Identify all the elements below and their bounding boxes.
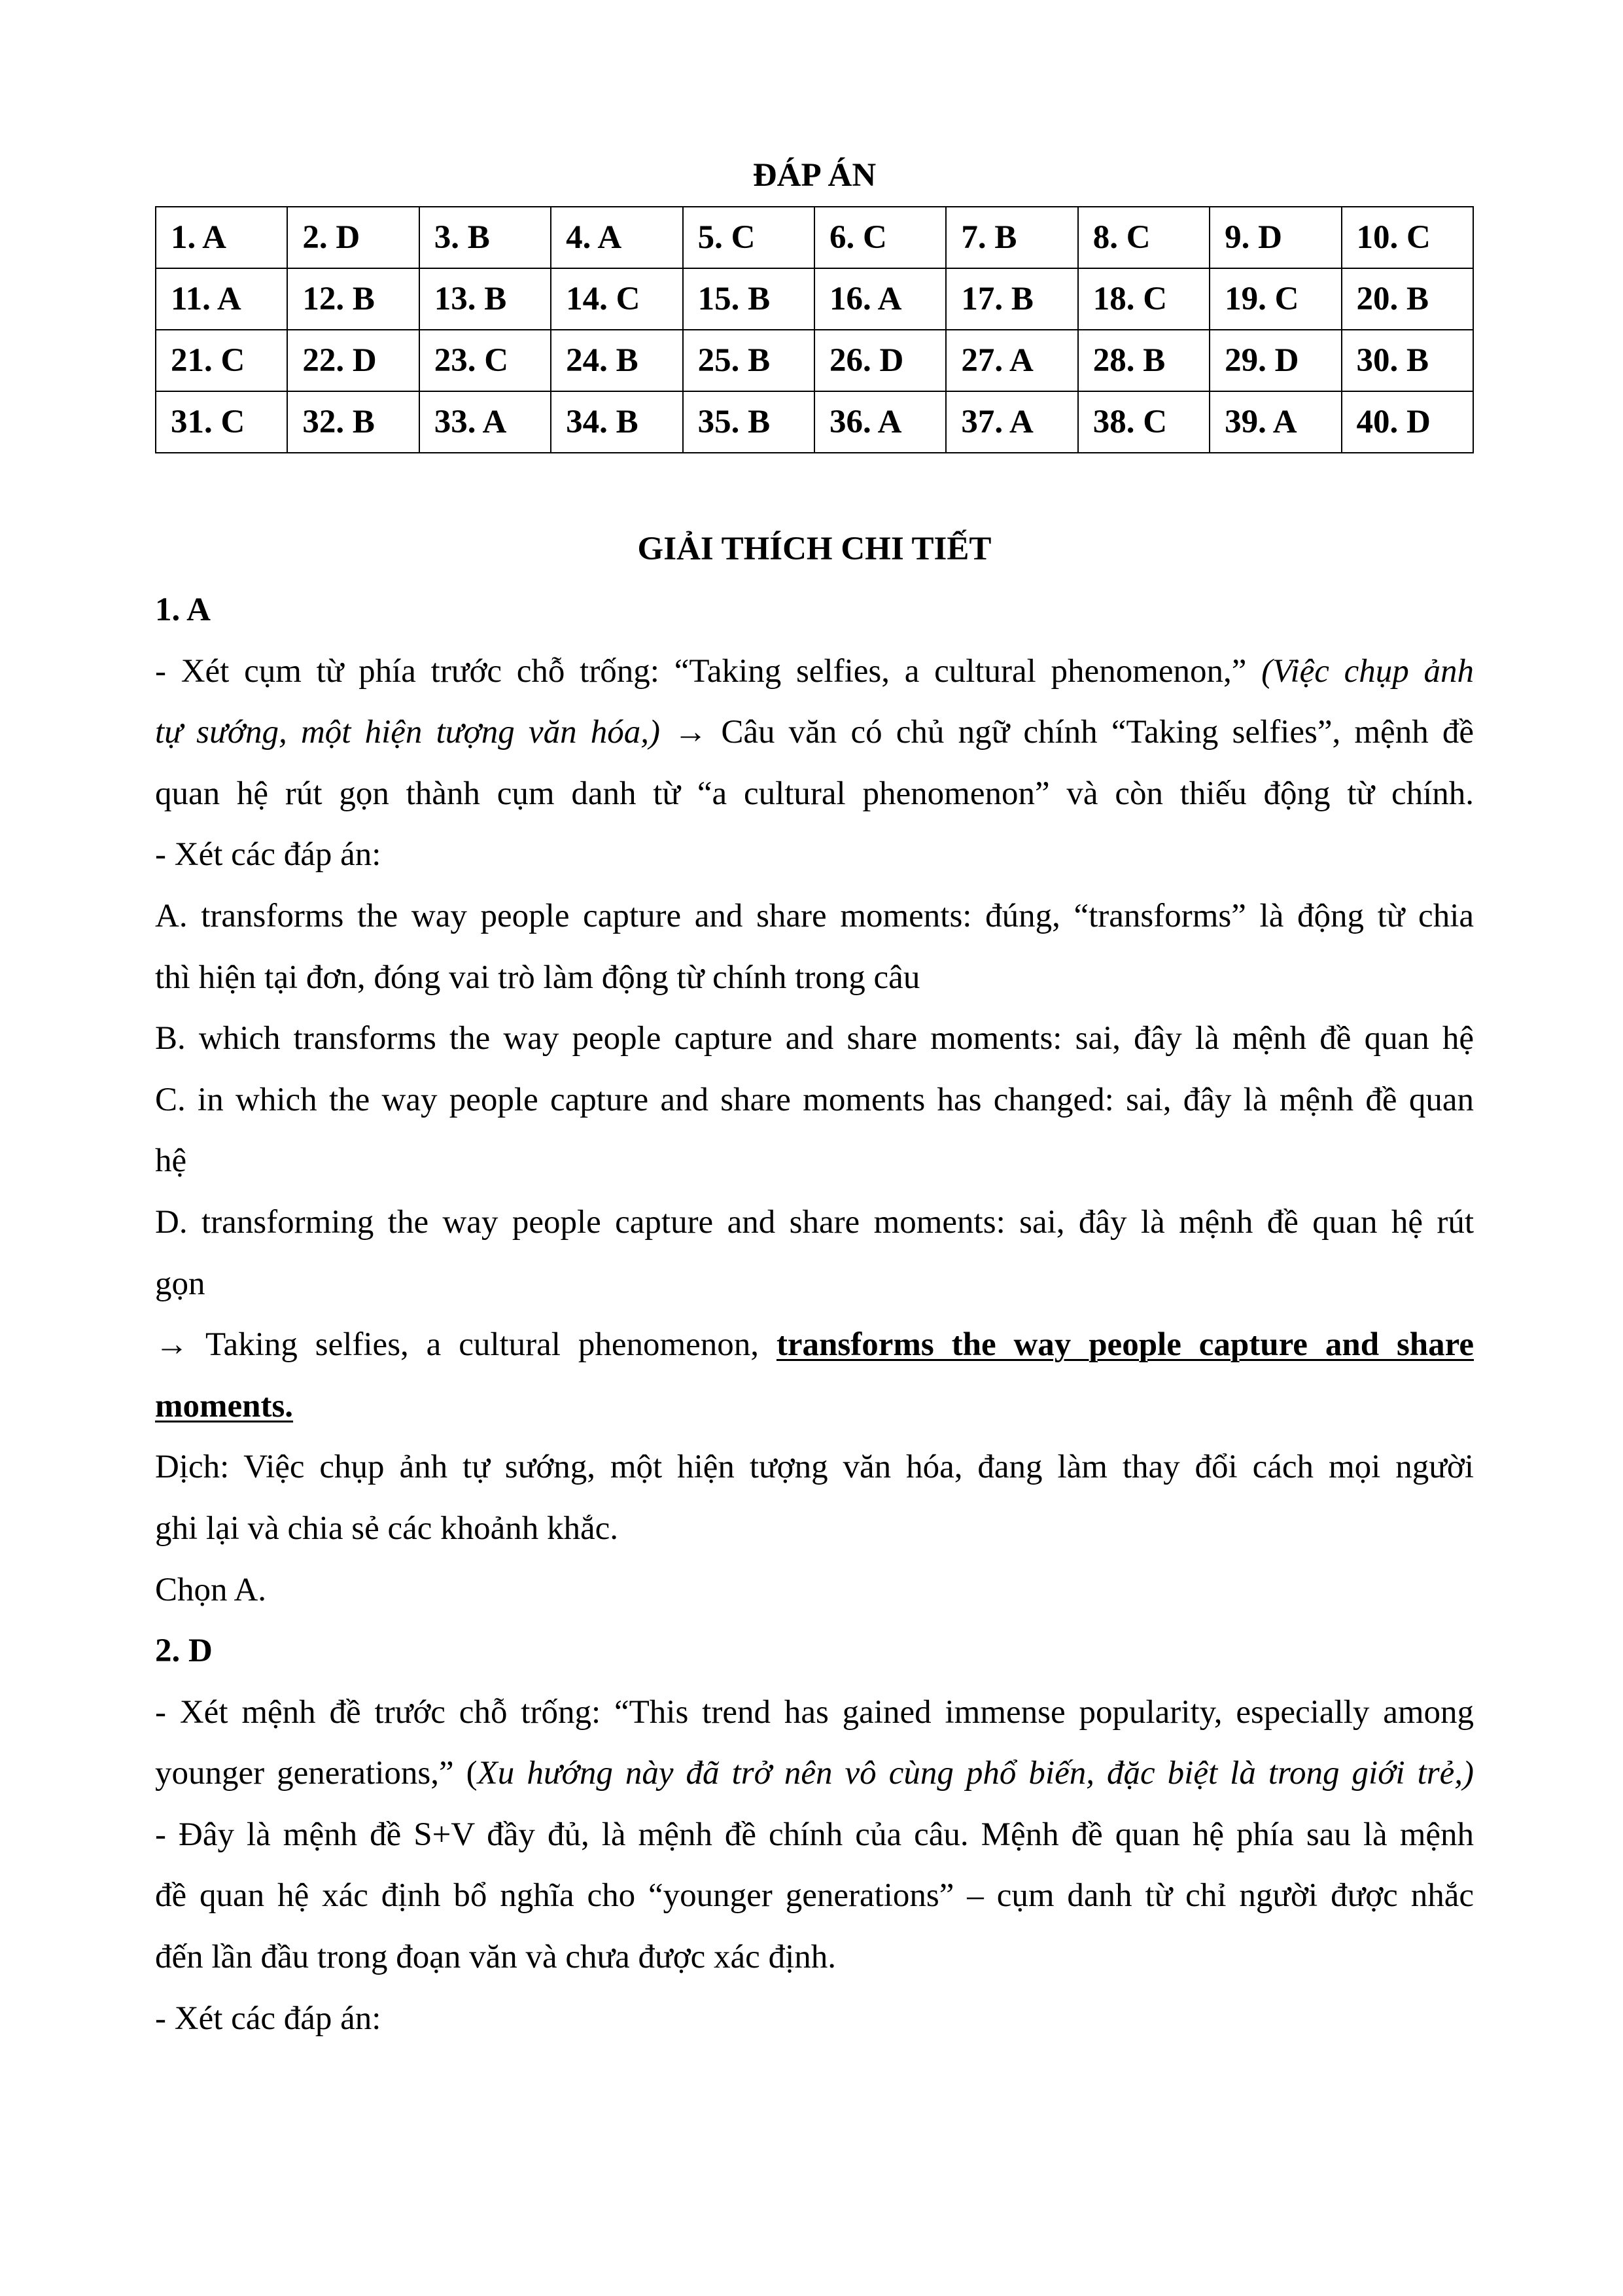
answer-cell: 39. A xyxy=(1210,391,1341,453)
answer-cell: 18. C xyxy=(1078,268,1210,330)
option-d-line: D. transforming the way people capture and share moments: sai, đây là mệnh đề quan hệ rút xyxy=(155,1203,1474,1241)
text-line: tự sướng, một hiện tượng văn hóa,) → Câu văn có chủ ngữ chính “Taking selfies”, mệnh đề xyxy=(155,714,1474,751)
answer-cell: 13. B xyxy=(419,268,551,330)
answer-cell: 15. B xyxy=(683,268,814,330)
answer-cell: 40. D xyxy=(1342,391,1473,453)
translation-line: ghi lại và chia sẻ các khoảnh khắc. xyxy=(155,1510,619,1547)
text-line: - Xét các đáp án: xyxy=(155,836,381,874)
answer-cell: 31. C xyxy=(156,391,287,453)
answer-cell: 4. A xyxy=(551,207,682,268)
text-line: - Xét mệnh đề trước chỗ trống: “This trend has gained immense popularity, especially among xyxy=(155,1693,1474,1731)
question-2-heading: 2. D xyxy=(155,1633,213,1670)
text-line: hệ xyxy=(155,1142,187,1180)
answer-cell: 1. A xyxy=(156,207,287,268)
text-line: quan hệ rút gọn thành cụm danh từ “a cultural phenomenon” và còn thiếu động từ chính. xyxy=(155,775,1474,812)
text-line: thì hiện tại đơn, đóng vai trò làm động từ chính trong câu xyxy=(155,959,920,996)
answer-cell: 17. B xyxy=(946,268,1077,330)
answer-cell: 29. D xyxy=(1210,330,1341,391)
explanation-title: GIẢI THÍCH CHI TIẾT xyxy=(637,531,992,567)
answer-cell: 16. A xyxy=(814,268,946,330)
text-line: đề quan hệ xác định bổ nghĩa cho “younger generations” – cụm danh từ chỉ người được nhắc xyxy=(155,1877,1474,1915)
answer-cell: 5. C xyxy=(683,207,814,268)
answer-cell: 20. B xyxy=(1342,268,1473,330)
answer-row xyxy=(156,330,1473,391)
answer-sentence-line xyxy=(155,1376,1474,1438)
answer-cell: 32. B xyxy=(287,391,419,453)
answer-cell: 14. C xyxy=(551,268,682,330)
correct-answer-phrase: moments. xyxy=(155,1387,294,1424)
answer-cell: 26. D xyxy=(814,330,946,391)
text-line: đến lần đầu trong đoạn văn và chưa được xác định. xyxy=(155,1939,836,1976)
answer-cell: 27. A xyxy=(946,330,1077,391)
answer-cell: 10. C xyxy=(1342,207,1473,268)
choice-line: Chọn A. xyxy=(155,1571,267,1608)
answer-row xyxy=(156,391,1473,453)
text-line: younger generations,” (Xu hướng này đã trở nên vô cùng phổ biến, đặc biệt là trong giới trẻ,) xyxy=(155,1755,1474,1792)
correct-answer-phrase: transforms the way people capture and share xyxy=(776,1326,1475,1364)
answer-cell: 36. A xyxy=(814,391,946,453)
answer-sentence-line: → Taking selfies, a cultural phenomenon, transforms the way people capture and share xyxy=(155,1326,1475,1364)
answer-cell: 11. A xyxy=(156,268,287,330)
answer-cell: 30. B xyxy=(1342,330,1473,391)
answer-cell: 6. C xyxy=(814,207,946,268)
question-1-heading: 1. A xyxy=(155,592,211,628)
option-a-line: A. transforms the way people capture and share moments: đúng, “transforms” là động từ chia xyxy=(155,897,1474,934)
question-2-explanation xyxy=(155,1621,1474,2049)
answer-cell: 38. C xyxy=(1078,391,1210,453)
answer-cell: 24. B xyxy=(551,330,682,391)
text-line: gọn xyxy=(155,1265,205,1302)
answer-cell: 22. D xyxy=(287,330,419,391)
answer-row xyxy=(156,268,1473,330)
translation-line: Dịch: Việc chụp ảnh tự sướng, một hiện tượng văn hóa, đang làm thay đổi cách mọi người xyxy=(155,1449,1474,1486)
text-line: - Xét cụm từ phía trước chỗ trống: “Taking selfies, a cultural phenomenon,” (Việc chụp ảnh xyxy=(155,652,1475,690)
answer-cell: 35. B xyxy=(683,391,814,453)
answer-cell: 23. C xyxy=(419,330,551,391)
answer-cell: 12. B xyxy=(287,268,419,330)
answer-cell: 28. B xyxy=(1078,330,1210,391)
answer-cell: 3. B xyxy=(419,207,551,268)
answer-key-table xyxy=(155,206,1474,453)
answer-cell: 34. B xyxy=(551,391,682,453)
answer-row xyxy=(156,207,1473,268)
answer-cell: 25. B xyxy=(683,330,814,391)
answer-cell: 19. C xyxy=(1210,268,1341,330)
answer-cell: 7. B xyxy=(946,207,1077,268)
answer-cell: 9. D xyxy=(1210,207,1341,268)
question-1-explanation xyxy=(155,580,1474,1621)
answer-cell: 37. A xyxy=(946,391,1077,453)
answer-key-title: ĐÁP ÁN xyxy=(752,157,877,194)
text-line: - Đây là mệnh đề S+V đầy đủ, là mệnh đề chính của câu. Mệnh đề quan hệ phía sau là mệnh xyxy=(155,1816,1474,1853)
option-b-line: B. which transforms the way people capture and share moments: sai, đây là mệnh đề quan hệ xyxy=(155,1020,1474,1057)
answer-cell: 2. D xyxy=(287,207,419,268)
document-page xyxy=(155,0,1474,2049)
text-line: - Xét các đáp án: xyxy=(155,2000,381,2037)
answer-cell: 8. C xyxy=(1078,207,1210,268)
option-c-line: C. in which the way people capture and share moments has changed: sai, đây là mệnh đề quan xyxy=(155,1081,1474,1118)
answer-cell: 33. A xyxy=(419,391,551,453)
answer-cell: 21. C xyxy=(156,330,287,391)
